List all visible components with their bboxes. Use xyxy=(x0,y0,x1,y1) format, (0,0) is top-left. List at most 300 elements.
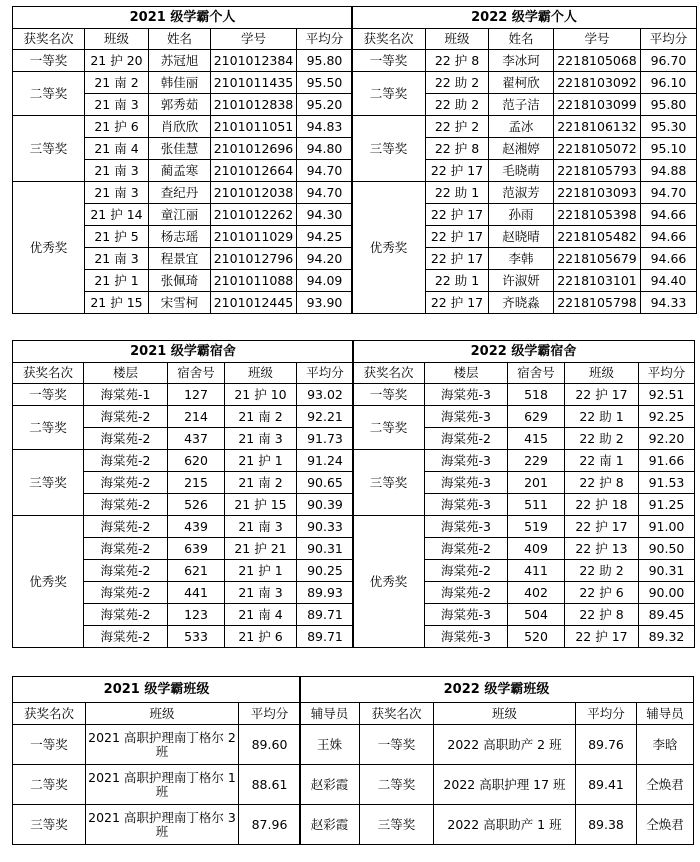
header-row xyxy=(13,29,353,50)
data-cell: 杨志瑶 xyxy=(149,226,211,248)
data-cell: 94.25 xyxy=(297,226,353,248)
column-header: 楼层 xyxy=(425,363,508,384)
title-row xyxy=(352,7,697,29)
data-cell: 21 南 4 xyxy=(225,604,297,626)
column-header: 宿舍号 xyxy=(508,363,565,384)
data-cell: 21 护 10 xyxy=(225,384,297,406)
data-cell: 21 南 3 xyxy=(225,428,297,450)
data-cell: 海棠苑-2 xyxy=(84,604,168,626)
table-row xyxy=(352,72,697,94)
data-cell: 2101012696 xyxy=(211,138,297,160)
data-cell: 22 护 17 xyxy=(426,292,489,314)
column-header: 楼层 xyxy=(84,363,168,384)
data-cell: 21 南 3 xyxy=(225,516,297,538)
column-header: 学号 xyxy=(211,29,297,50)
data-cell: 96.10 xyxy=(641,72,697,94)
data-cell: 90.25 xyxy=(297,560,354,582)
data-cell: 21 南 3 xyxy=(85,248,149,270)
data-cell: 海棠苑-2 xyxy=(84,472,168,494)
data-cell: 201 xyxy=(508,472,565,494)
data-cell: 程景宜 xyxy=(149,248,211,270)
data-cell: 620 xyxy=(168,450,225,472)
data-cell: 90.39 xyxy=(297,494,354,516)
data-cell: 95.80 xyxy=(641,94,697,116)
data-cell: 三等奖 xyxy=(13,805,86,845)
data-cell: 海棠苑-2 xyxy=(84,516,168,538)
data-cell: 22 护 17 xyxy=(565,384,639,406)
data-cell: 89.60 xyxy=(239,725,301,765)
column-header: 辅导员 xyxy=(637,703,694,725)
data-cell: 94.66 xyxy=(641,226,697,248)
table-row xyxy=(13,116,353,138)
table-row xyxy=(13,384,354,406)
data-cell: 402 xyxy=(508,582,565,604)
award-rank-cell: 一等奖 xyxy=(13,384,84,406)
data-cell: 511 xyxy=(508,494,565,516)
data-cell: 海棠苑-3 xyxy=(425,384,508,406)
counselor-2021-cell: 赵彩霞 xyxy=(300,765,360,805)
table-row xyxy=(13,450,354,472)
data-cell: 94.40 xyxy=(641,270,697,292)
column-header: 学号 xyxy=(554,29,641,50)
data-cell: 92.21 xyxy=(297,406,354,428)
table-row xyxy=(300,725,694,765)
data-cell: 90.31 xyxy=(297,538,354,560)
data-cell: 22 助 2 xyxy=(426,72,489,94)
data-cell: 范淑芳 xyxy=(489,182,554,204)
counselor-2021-cell: 赵彩霞 xyxy=(300,805,360,845)
data-cell: 22 助 1 xyxy=(426,182,489,204)
data-cell: 海棠苑-2 xyxy=(84,626,168,648)
data-cell: 95.20 xyxy=(297,94,353,116)
award-rank-cell: 三等奖 xyxy=(13,116,85,182)
data-cell: 2218105679 xyxy=(554,248,641,270)
data-cell: 21 护 1 xyxy=(225,450,297,472)
data-cell: 2101012838 xyxy=(211,94,297,116)
data-cell: 91.24 xyxy=(297,450,354,472)
data-cell: 94.09 xyxy=(297,270,353,292)
data-cell: 22 护 17 xyxy=(426,248,489,270)
data-cell: 411 xyxy=(508,560,565,582)
data-cell: 89.93 xyxy=(297,582,354,604)
column-header: 班级 xyxy=(426,29,489,50)
data-cell: 94.88 xyxy=(641,160,697,182)
data-cell: 89.76 xyxy=(576,725,637,765)
data-cell: 22 助 1 xyxy=(565,406,639,428)
data-cell: 22 护 8 xyxy=(565,604,639,626)
table-row xyxy=(13,516,354,538)
data-cell: 孙雨 xyxy=(489,204,554,226)
data-cell: 95.50 xyxy=(297,72,353,94)
data-cell: 22 护 17 xyxy=(426,226,489,248)
table-row xyxy=(353,450,695,472)
header-row xyxy=(13,363,354,384)
data-cell: 21 护 1 xyxy=(225,560,297,582)
data-cell: 21 南 2 xyxy=(225,472,297,494)
column-header: 姓名 xyxy=(489,29,554,50)
data-cell: 苏冠旭 xyxy=(149,50,211,72)
data-cell: 533 xyxy=(168,626,225,648)
data-cell: 海棠苑-2 xyxy=(425,428,508,450)
counselor-header-2021: 辅导员 xyxy=(300,703,360,725)
data-cell: 海棠苑-2 xyxy=(84,450,168,472)
data-cell: 21 护 6 xyxy=(85,116,149,138)
data-cell: 88.61 xyxy=(239,765,301,805)
award-rank-cell: 优秀奖 xyxy=(353,516,425,648)
data-cell: 441 xyxy=(168,582,225,604)
data-cell: 22 南 1 xyxy=(565,450,639,472)
data-cell: 2218105793 xyxy=(554,160,641,182)
data-cell: 94.66 xyxy=(641,204,697,226)
data-cell: 2218103093 xyxy=(554,182,641,204)
title-row xyxy=(353,341,695,363)
table-row xyxy=(300,805,694,845)
data-cell: 宋雪柯 xyxy=(149,292,211,314)
data-cell: 一等奖 xyxy=(360,725,434,765)
data-cell: 91.73 xyxy=(297,428,354,450)
table-row xyxy=(13,765,301,805)
data-cell: 89.45 xyxy=(639,604,695,626)
data-cell: 229 xyxy=(508,450,565,472)
award-rank-cell: 二等奖 xyxy=(352,72,426,116)
column-header: 班级 xyxy=(85,29,149,50)
data-cell: 2101011435 xyxy=(211,72,297,94)
award-rank-cell: 二等奖 xyxy=(13,406,84,450)
column-header: 班级 xyxy=(565,363,639,384)
data-cell: 2101011051 xyxy=(211,116,297,138)
data-cell: 92.20 xyxy=(639,428,695,450)
table-row xyxy=(13,725,301,765)
data-cell: 94.80 xyxy=(297,138,353,160)
data-cell: 2218105798 xyxy=(554,292,641,314)
data-cell: 94.33 xyxy=(641,292,697,314)
title-row xyxy=(13,677,301,703)
data-cell: 95.30 xyxy=(641,116,697,138)
data-cell: 215 xyxy=(168,472,225,494)
personal-2021-table xyxy=(12,6,353,314)
column-header: 获奖名次 xyxy=(360,703,434,725)
award-rank-cell: 优秀奖 xyxy=(13,516,84,648)
data-cell: 海棠苑-2 xyxy=(425,560,508,582)
data-cell: 21 护 6 xyxy=(225,626,297,648)
column-header: 平均分 xyxy=(239,703,301,725)
data-cell: 519 xyxy=(508,516,565,538)
data-cell: 2101012796 xyxy=(211,248,297,270)
table-title: 2022 级学霸个人 xyxy=(352,7,697,29)
data-cell: 21 南 3 xyxy=(85,160,149,182)
counselor-2021-cell: 王姝 xyxy=(300,725,360,765)
column-header: 获奖名次 xyxy=(13,703,86,725)
data-cell: 94.30 xyxy=(297,204,353,226)
data-cell: 22 护 17 xyxy=(426,204,489,226)
data-cell: 621 xyxy=(168,560,225,582)
class-2022-table xyxy=(299,676,694,845)
column-header: 获奖名次 xyxy=(352,29,426,50)
data-cell: 2021 高职护理南丁格尔 3 班 xyxy=(86,805,239,845)
data-cell: 海棠苑-1 xyxy=(84,384,168,406)
award-rank-cell: 一等奖 xyxy=(353,384,425,406)
data-cell: 查纪丹 xyxy=(149,182,211,204)
data-cell: 2218103099 xyxy=(554,94,641,116)
data-cell: 三等奖 xyxy=(360,805,434,845)
data-cell: 22 护 17 xyxy=(426,160,489,182)
data-cell: 214 xyxy=(168,406,225,428)
data-cell: 89.38 xyxy=(576,805,637,845)
data-cell: 2101011088 xyxy=(211,270,297,292)
award-rank-cell: 优秀奖 xyxy=(352,182,426,314)
header-row xyxy=(352,29,697,50)
data-cell: 94.70 xyxy=(641,182,697,204)
table-row xyxy=(13,182,353,204)
data-cell: 李韩 xyxy=(489,248,554,270)
data-cell: 90.50 xyxy=(639,538,695,560)
data-cell: 2101012384 xyxy=(211,50,297,72)
data-cell: 海棠苑-2 xyxy=(84,406,168,428)
data-cell: 22 护 8 xyxy=(565,472,639,494)
data-cell: 范子洁 xyxy=(489,94,554,116)
data-cell: 2218103101 xyxy=(554,270,641,292)
table-row xyxy=(13,72,353,94)
data-cell: 21 护 20 xyxy=(85,50,149,72)
data-cell: 22 护 8 xyxy=(426,138,489,160)
column-header: 班级 xyxy=(225,363,297,384)
data-cell: 22 护 13 xyxy=(565,538,639,560)
column-header: 获奖名次 xyxy=(13,363,84,384)
data-cell: 21 南 3 xyxy=(225,582,297,604)
data-cell: 2218105398 xyxy=(554,204,641,226)
table-row xyxy=(353,516,695,538)
table-title: 2022 级学霸班级 xyxy=(300,677,694,703)
data-cell: 21 护 1 xyxy=(85,270,149,292)
data-cell: 95.10 xyxy=(641,138,697,160)
data-cell: 94.70 xyxy=(297,182,353,204)
data-cell: 437 xyxy=(168,428,225,450)
table-row xyxy=(300,765,694,805)
data-cell: 22 护 6 xyxy=(565,582,639,604)
data-cell: 2101011029 xyxy=(211,226,297,248)
table-row xyxy=(353,384,695,406)
data-cell: 21 护 15 xyxy=(225,494,297,516)
data-cell: 2218105072 xyxy=(554,138,641,160)
data-cell: 127 xyxy=(168,384,225,406)
data-cell: 童江丽 xyxy=(149,204,211,226)
award-rank-cell: 三等奖 xyxy=(13,450,84,516)
column-header: 平均分 xyxy=(639,363,695,384)
data-cell: 海棠苑-3 xyxy=(425,604,508,626)
award-rank-cell: 二等奖 xyxy=(13,72,85,116)
column-header: 平均分 xyxy=(641,29,697,50)
data-cell: 93.90 xyxy=(297,292,353,314)
data-cell: 孟冰 xyxy=(489,116,554,138)
table-row xyxy=(352,50,697,72)
data-cell: 海棠苑-3 xyxy=(425,406,508,428)
data-cell: 海棠苑-2 xyxy=(84,560,168,582)
data-cell: 629 xyxy=(508,406,565,428)
data-cell: 2101012262 xyxy=(211,204,297,226)
award-rank-cell: 一等奖 xyxy=(352,50,426,72)
award-rank-cell: 二等奖 xyxy=(353,406,425,450)
table-row xyxy=(13,406,354,428)
data-cell: 赵晓晴 xyxy=(489,226,554,248)
data-cell: 2218105482 xyxy=(554,226,641,248)
table-title: 2021 级学霸班级 xyxy=(13,677,301,703)
data-cell: 92.51 xyxy=(639,384,695,406)
data-cell: 90.31 xyxy=(639,560,695,582)
data-cell: 2021 高职护理南丁格尔 1 班 xyxy=(86,765,239,805)
data-cell: 89.41 xyxy=(576,765,637,805)
data-cell: 91.53 xyxy=(639,472,695,494)
data-cell: 415 xyxy=(508,428,565,450)
data-cell: 2101012664 xyxy=(211,160,297,182)
table-title: 2022 级学霸宿舍 xyxy=(353,341,695,363)
data-cell: 409 xyxy=(508,538,565,560)
data-cell: 22 护 2 xyxy=(426,116,489,138)
data-cell: 海棠苑-2 xyxy=(84,428,168,450)
award-rank-cell: 一等奖 xyxy=(13,50,85,72)
data-cell: 2218105068 xyxy=(554,50,641,72)
data-cell: 张佳慧 xyxy=(149,138,211,160)
data-cell: 89.71 xyxy=(297,626,354,648)
data-cell: 21 护 15 xyxy=(85,292,149,314)
data-cell: 92.25 xyxy=(639,406,695,428)
data-cell: 22 护 8 xyxy=(426,50,489,72)
data-cell: 22 护 17 xyxy=(565,626,639,648)
data-cell: 2021 高职护理南丁格尔 2 班 xyxy=(86,725,239,765)
data-cell: 一等奖 xyxy=(13,725,86,765)
data-cell: 96.70 xyxy=(641,50,697,72)
award-rank-cell: 三等奖 xyxy=(353,450,425,516)
header-row xyxy=(300,703,694,725)
data-cell: 蔺孟寒 xyxy=(149,160,211,182)
title-row xyxy=(13,341,354,363)
data-cell: 海棠苑-2 xyxy=(84,538,168,560)
data-cell: 仝焕君 xyxy=(637,805,694,845)
data-cell: 95.80 xyxy=(297,50,353,72)
data-cell: 22 护 17 xyxy=(565,516,639,538)
data-cell: 仝焕君 xyxy=(637,765,694,805)
data-cell: 许淑妍 xyxy=(489,270,554,292)
data-cell: 504 xyxy=(508,604,565,626)
data-cell: 91.66 xyxy=(639,450,695,472)
data-cell: 海棠苑-2 xyxy=(84,582,168,604)
data-cell: 94.20 xyxy=(297,248,353,270)
data-cell: 90.00 xyxy=(639,582,695,604)
personal-2022-table xyxy=(351,6,697,314)
data-cell: 肖欣欣 xyxy=(149,116,211,138)
data-cell: 123 xyxy=(168,604,225,626)
data-cell: 639 xyxy=(168,538,225,560)
data-cell: 439 xyxy=(168,516,225,538)
data-cell: 2101012445 xyxy=(211,292,297,314)
class-2021-table xyxy=(12,676,301,845)
data-cell: 90.33 xyxy=(297,516,354,538)
data-cell: 郭秀茹 xyxy=(149,94,211,116)
data-cell: 2022 高职助产 1 班 xyxy=(434,805,576,845)
data-cell: 89.32 xyxy=(639,626,695,648)
data-cell: 90.65 xyxy=(297,472,354,494)
data-cell: 22 助 2 xyxy=(565,428,639,450)
table-title: 2021 级学霸个人 xyxy=(13,7,353,29)
data-cell: 22 助 2 xyxy=(565,560,639,582)
data-cell: 21 南 3 xyxy=(85,182,149,204)
data-cell: 海棠苑-3 xyxy=(425,472,508,494)
data-cell: 21 护 14 xyxy=(85,204,149,226)
title-row xyxy=(300,677,694,703)
data-cell: 94.83 xyxy=(297,116,353,138)
data-cell: 李晗 xyxy=(637,725,694,765)
data-cell: 李冰珂 xyxy=(489,50,554,72)
column-header: 宿舍号 xyxy=(168,363,225,384)
award-rank-cell: 优秀奖 xyxy=(13,182,85,314)
data-cell: 91.00 xyxy=(639,516,695,538)
data-cell: 91.25 xyxy=(639,494,695,516)
data-cell: 齐晓淼 xyxy=(489,292,554,314)
data-cell: 21 南 4 xyxy=(85,138,149,160)
data-cell: 93.02 xyxy=(297,384,354,406)
table-row xyxy=(353,406,695,428)
data-cell: 翟柯欣 xyxy=(489,72,554,94)
data-cell: 毛晓萌 xyxy=(489,160,554,182)
data-cell: 22 助 1 xyxy=(426,270,489,292)
data-cell: 2101012038 xyxy=(211,182,297,204)
data-cell: 21 南 2 xyxy=(225,406,297,428)
data-cell: 22 助 2 xyxy=(426,94,489,116)
table-row xyxy=(352,116,697,138)
data-cell: 2218106132 xyxy=(554,116,641,138)
header-row xyxy=(353,363,695,384)
column-header: 班级 xyxy=(86,703,239,725)
data-cell: 海棠苑-3 xyxy=(425,516,508,538)
column-header: 获奖名次 xyxy=(353,363,425,384)
data-cell: 87.96 xyxy=(239,805,301,845)
data-cell: 21 护 5 xyxy=(85,226,149,248)
data-cell: 526 xyxy=(168,494,225,516)
column-header: 班级 xyxy=(434,703,576,725)
table-title: 2021 级学霸宿舍 xyxy=(13,341,354,363)
data-cell: 21 护 21 xyxy=(225,538,297,560)
data-cell: 2022 高职护理 17 班 xyxy=(434,765,576,805)
data-cell: 赵湘婷 xyxy=(489,138,554,160)
data-cell: 2022 高职助产 2 班 xyxy=(434,725,576,765)
data-cell: 2218103092 xyxy=(554,72,641,94)
title-row xyxy=(13,7,353,29)
data-cell: 海棠苑-2 xyxy=(425,538,508,560)
column-header: 姓名 xyxy=(149,29,211,50)
table-row xyxy=(352,182,697,204)
column-header: 平均分 xyxy=(576,703,637,725)
data-cell: 海棠苑-2 xyxy=(425,582,508,604)
column-header: 平均分 xyxy=(297,363,354,384)
header-row xyxy=(13,703,301,725)
data-cell: 22 护 18 xyxy=(565,494,639,516)
data-cell: 89.71 xyxy=(297,604,354,626)
data-cell: 94.70 xyxy=(297,160,353,182)
column-header: 平均分 xyxy=(297,29,353,50)
data-cell: 韩佳丽 xyxy=(149,72,211,94)
dorm-2021-table xyxy=(12,340,354,648)
data-cell: 518 xyxy=(508,384,565,406)
data-cell: 21 南 3 xyxy=(85,94,149,116)
data-cell: 张佩琦 xyxy=(149,270,211,292)
data-cell: 21 南 2 xyxy=(85,72,149,94)
column-header: 获奖名次 xyxy=(13,29,85,50)
data-cell: 海棠苑-3 xyxy=(425,494,508,516)
table-row xyxy=(13,805,301,845)
data-cell: 520 xyxy=(508,626,565,648)
data-cell: 二等奖 xyxy=(13,765,86,805)
award-rank-cell: 三等奖 xyxy=(352,116,426,182)
data-cell: 海棠苑-3 xyxy=(425,626,508,648)
